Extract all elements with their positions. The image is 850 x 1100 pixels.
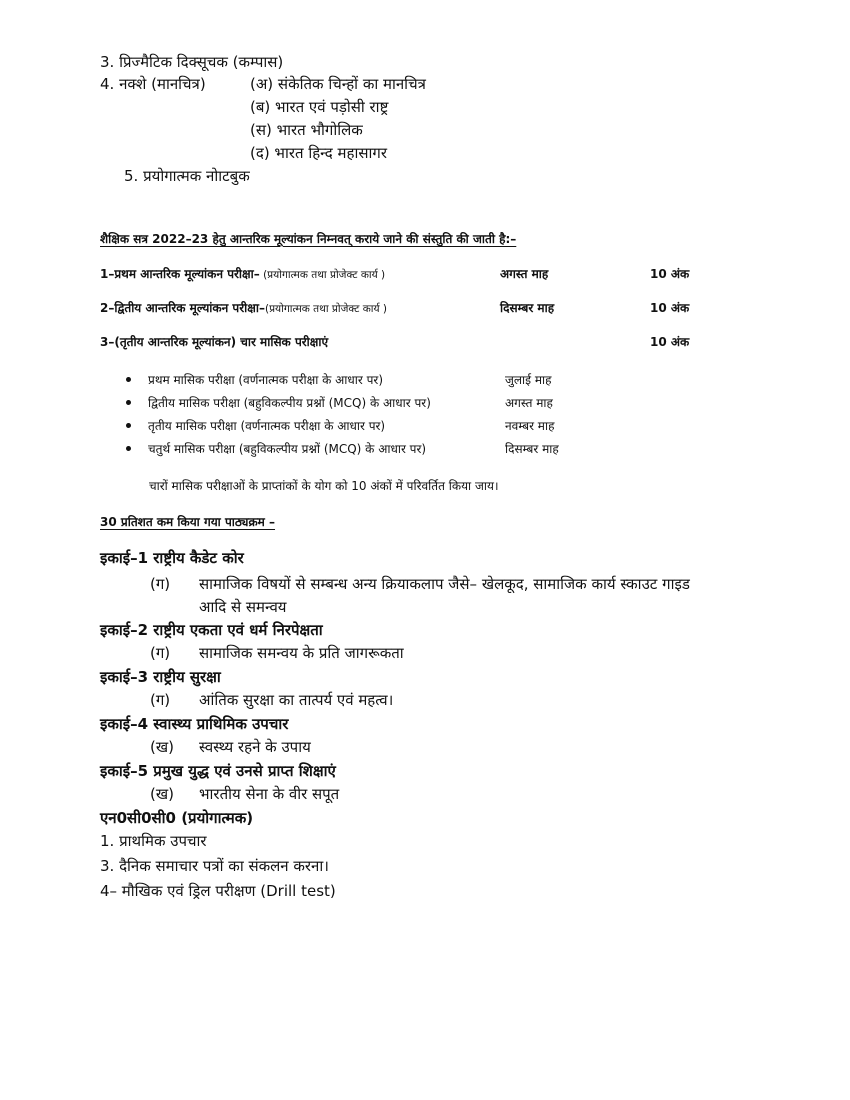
map-subitem: (द) भारत हिन्द महासागर [250,144,387,162]
map-subitem: (ब) भारत एवं पड़ोसी राष्ट्र [250,98,389,116]
unit-text: सामाजिक विषयों से सम्बन्ध अन्य क्रियाकलाप जैसे– खेलकूद, सामाजिक कार्य स्काउट गाइड [199,575,690,593]
monthly-test-month: जुलाई माह [505,373,552,387]
monthly-test: द्वितीय मासिक परीक्षा (बहुविकल्पीय प्रश्नों (MCQ) के आधार पर) [148,396,431,410]
assessment-note: (प्रयोगात्मक तथा प्रोजेक्ट कार्य ) [264,303,388,315]
assessment-month: दिसम्बर माह [500,301,555,315]
unit-text: सामाजिक समन्वय के प्रति जागरूकता [199,644,404,662]
assessment-marks: 10 अंक [650,267,690,281]
bullet-icon [126,400,131,405]
conversion-note: चारों मासिक परीक्षाओं के प्राप्तांकों के योग को 10 अंकों में परिवर्तित किया जाय। [149,479,499,493]
ncc-practical-heading: एन0सी0सी0 (प्रयोगात्मक) [100,809,254,827]
unit-title: इकाई–1 राष्ट्रीय कैडेट कोर [100,549,244,567]
assessment-marks: 10 अंक [650,335,690,349]
unit-marker: (ग) [150,691,171,709]
monthly-test-month: दिसम्बर माह [505,442,559,456]
equipment-item-4-label: 4. नक्शे (मानचित्र) [100,75,206,93]
ncc-practical-item: 4– मौखिक एवं ड्रिल परीक्षण (Drill test) [100,882,336,900]
monthly-test: प्रथम मासिक परीक्षा (वर्णनात्मक परीक्षा के आधार पर) [148,373,384,387]
monthly-test: तृतीय मासिक परीक्षा (वर्णनात्मक परीक्षा के आधार पर) [148,419,386,433]
unit-title: इकाई–3 राष्ट्रीय सुरक्षा [100,668,221,686]
assessment-month: अगस्त माह [500,267,549,281]
assessment-row [100,265,385,282]
assessment-marks: 10 अंक [650,301,690,315]
unit-marker: (ख) [150,785,174,803]
unit-text-cont: आदि से समन्वय [199,598,287,616]
unit-marker: (ग) [150,575,171,593]
unit-text: स्वस्थ्य रहने के उपाय [199,738,311,756]
monthly-test: चतुर्थ मासिक परीक्षा (बहुविकल्पीय प्रश्नों (MCQ) के आधार पर) [148,442,427,456]
unit-marker: (ग) [150,644,171,662]
equipment-item-3: 3. प्रिज्मैटिक दिक्सूचक (कम्पास) [100,53,284,71]
ncc-practical-item: 1. प्राथमिक उपचार [100,832,207,850]
reduced-syllabus-heading: 30 प्रतिशत कम किया गया पाठ्यक्रम – [100,515,276,529]
unit-title: इकाई–4 स्वास्थ्य प्राथिमिक उपचार [100,715,289,733]
unit-marker: (ख) [150,738,174,756]
assessment-title: 2–द्वितीय आन्तरिक मूल्यांकन परीक्षा– [100,301,265,315]
unit-text: भारतीय सेना के वीर सपूत [199,785,340,803]
unit-text: आंतिक सुरक्षा का तात्पर्य एवं महत्व। [199,691,394,709]
assessment-title: 1–प्रथम आन्तरिक मूल्यांकन परीक्षा– [100,267,260,281]
bullet-icon [126,446,131,451]
assessment-heading: शैक्षिक सत्र 2022–23 हेतु आन्तरिक मूल्यांकन निम्नवत् कराये जाने की संस्तुति की जाती है:– [100,232,517,246]
assessment-title: 3–(तृतीय आन्तरिक मूल्यांकन) चार मासिक परीक्षाएं [100,335,329,349]
unit-title: इकाई–2 राष्ट्रीय एकता एवं धर्म निरपेक्षता [100,621,323,639]
ncc-practical-item: 3. दैनिक समाचार पत्रों का संकलन करना। [100,857,329,875]
map-subitem: (अ) संकेतिक चिन्हों का मानचित्र [250,75,426,93]
bullet-icon [126,423,131,428]
monthly-test-month: अगस्त माह [505,396,553,410]
bullet-icon [126,377,131,382]
monthly-test-month: नवम्बर माह [505,419,555,433]
equipment-item-5: 5. प्रयोगात्मक नोाटबुक [124,167,250,185]
assessment-row [100,299,387,316]
map-subitem: (स) भारत भौगोलिक [250,121,363,139]
assessment-note: (प्रयोगात्मक तथा प्रोजेक्ट कार्य ) [259,269,386,281]
unit-title: इकाई–5 प्रमुख युद्ध एवं उनसे प्राप्त शिक्षाएं [100,762,336,780]
